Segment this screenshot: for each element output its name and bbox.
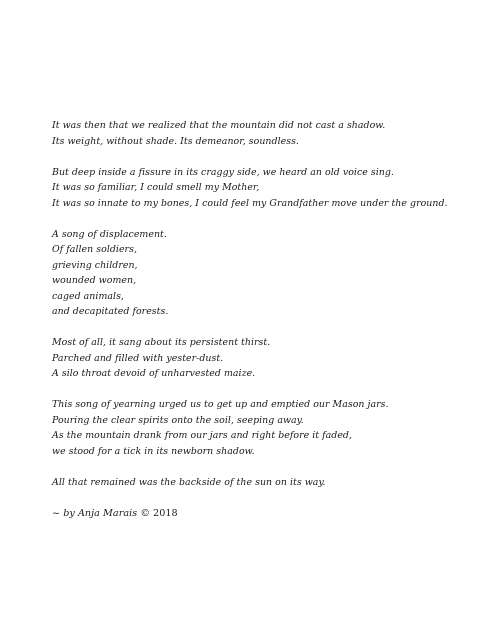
poem-line: A song of displacement. [52,228,167,240]
poem-line: and decapitated forests. [52,306,169,317]
stanza [52,165,472,212]
poem-line: caged animals, [52,290,124,302]
stanza [52,118,472,149]
poem-line: All that remained was the backside of the sun on its way. [52,476,326,488]
poem-line: It was so innate to my bones, I could feel my Grandfather move under the ground. [52,197,448,209]
poem-line: grieving children, [52,259,138,271]
poem-body [52,118,472,537]
poem-line: But deep inside a fissure in its craggy side, we heard an old voice sing. [52,166,394,178]
poem-line: Pouring the clear spirits onto the soil, seeping away. [52,414,304,426]
poem-line: Its weight, without shade. Its demeanor, soundless. [52,135,299,147]
poem-line: we stood for a tick in its newborn shadow. [52,445,255,457]
copyright-notice: © 2018 [140,507,178,519]
poem-line: wounded women, [52,275,137,286]
poem-line: A silo throat devoid of unharvested maize. [52,368,256,379]
poem-line: Parched and filled with yester-dust. [52,352,224,364]
author-byline: ~ by Anja Marais [52,507,138,519]
poem-line: Of fallen soldiers, [52,244,137,255]
stanza [52,397,472,459]
poem-line: This song of yearning urged us to get up and emptied our Mason jars. [52,399,389,410]
poem-line: It was then that we realized that the mountain did not cast a shadow. [52,120,386,131]
stanza [52,335,472,382]
stanza [52,475,472,491]
stanza [52,227,472,320]
signature [52,506,472,522]
poem-line: As the mountain drank from our jars and right before it faded, [52,430,353,441]
poem-line: Most of all, it sang about its persistent thirst. [52,337,271,348]
author-signature [52,506,472,522]
poem-line: It was so familiar, I could smell my Mother, [52,182,260,193]
